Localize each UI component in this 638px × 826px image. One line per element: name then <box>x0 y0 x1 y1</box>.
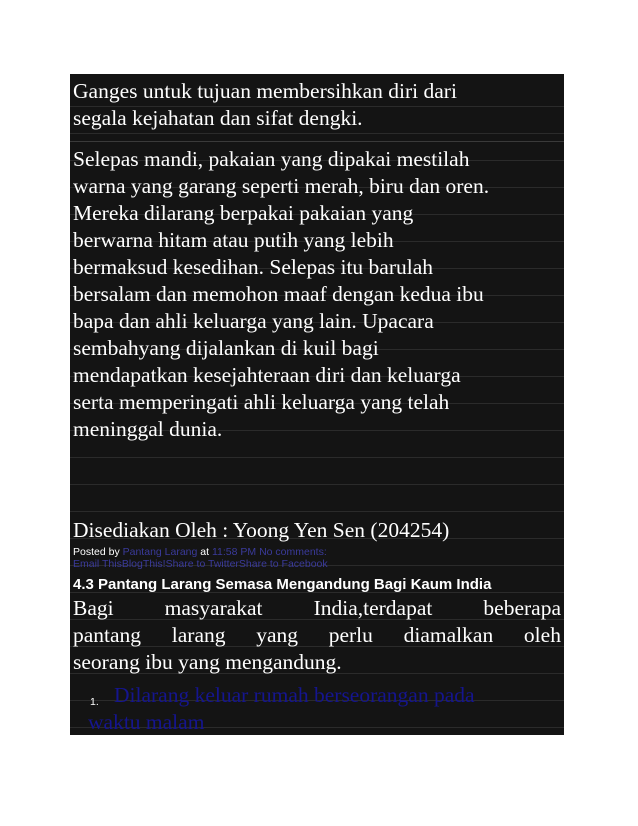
paragraph-2-line: bermaksud kesedihan. Selepas itu barulah <box>73 255 434 279</box>
intro-word: yang <box>256 623 299 647</box>
paragraph-2-line: mendapatkan kesejahteraan diri dan keluarga <box>73 363 461 387</box>
intro-word: India,terdapat <box>313 596 433 620</box>
paragraph-2-line: Selepas mandi, pakaian yang dipakai mestilah <box>73 147 470 171</box>
paragraph-1-line: segala kejahatan dan sifat dengki. <box>73 106 363 130</box>
list-item-number: 1. <box>90 696 99 708</box>
intro-word: Bagi <box>73 596 114 620</box>
paragraph-2-line: meninggal dunia. <box>73 417 223 441</box>
post-author-link[interactable]: Pantang Larang <box>122 546 198 558</box>
paragraph-2-line: warna yang garang seperti merah, biru dan oren. <box>73 174 490 198</box>
list-item-text-line[interactable]: Dilarang keluar rumah berseorangan pada <box>114 683 475 707</box>
posted-by-label: Posted by <box>73 546 120 558</box>
blog-content-block <box>70 74 564 735</box>
intro-word: oleh <box>523 623 561 647</box>
intro-line: seorang ibu yang mengandung. <box>73 650 342 674</box>
list-item-text-line[interactable]: waktu malam <box>88 710 205 734</box>
paragraph-2-line: sembahyang dijalankan di kuil bagi <box>73 336 379 360</box>
section-heading: 4.3 Pantang Larang Semasa Mengandung Bagi Kaum India <box>73 576 492 593</box>
post-time-link[interactable]: 11:58 PM <box>211 546 257 558</box>
intro-word: masyarakat <box>164 596 263 620</box>
intro-word: beberapa <box>483 596 561 620</box>
paragraph-2-line: serta memperingati ahli keluarga yang telah <box>73 390 450 414</box>
post-at-label: at <box>200 546 210 558</box>
paragraph-2-line: bersalam dan memohon maaf dengan kedua ibu <box>73 282 484 306</box>
intro-word: diamalkan <box>403 623 494 647</box>
paragraph-2-line: berwarna hitam atau putih yang lebih <box>73 228 394 252</box>
intro-word: larang <box>171 623 226 647</box>
intro-line <box>73 595 561 622</box>
author-credit: Disediakan Oleh : Yoong Yen Sen (204254) <box>73 518 450 542</box>
intro-line <box>73 622 561 649</box>
paragraph-2-line: bapa dan ahli keluarga yang lain. Upacara <box>73 309 434 333</box>
intro-word: perlu <box>328 623 373 647</box>
paragraph-1-line: Ganges untuk tujuan membersihkan diri dari <box>73 79 457 103</box>
intro-word: pantang <box>73 623 142 647</box>
paragraph-2-line: Mereka dilarang berpakai pakaian yang <box>73 201 414 225</box>
post-meta <box>73 546 327 558</box>
share-links[interactable]: Email ThisBlogThis!Share to TwitterShare to Facebook <box>73 558 328 570</box>
comments-link[interactable]: No comments: <box>259 546 327 558</box>
paragraph-divider <box>70 141 564 142</box>
